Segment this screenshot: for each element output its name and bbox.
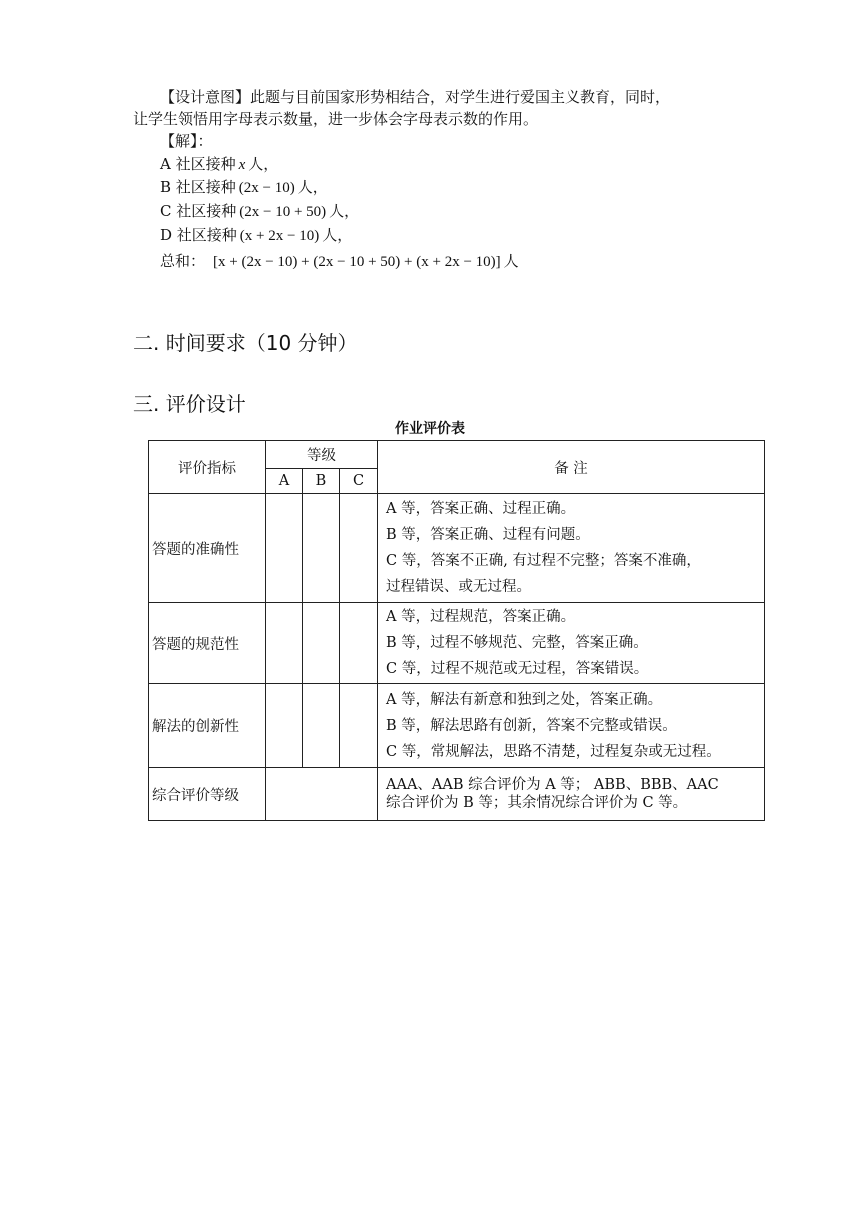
note-line: C 等，常规解法，思路不清楚，过程复杂或无过程。 [386, 743, 721, 760]
solution-a-suffix: 人， [248, 155, 279, 173]
overall-grade-cell [266, 768, 378, 821]
row-note [378, 768, 765, 821]
row-indicator: 综合评价等级 [149, 768, 266, 821]
solution-a-prefix: A 社区接种 [160, 155, 236, 173]
grade-cell-a [266, 603, 303, 684]
solution-d-expr: (x + 2x − 10) [239, 228, 320, 244]
row-indicator: 解法的创新性 [149, 684, 266, 768]
table-row [149, 684, 765, 768]
solution-total-prefix: 总和： [160, 252, 206, 270]
grade-cell-b [303, 494, 340, 603]
header-grade-a: A [266, 469, 303, 494]
solution-c-prefix: C 社区接种 [160, 202, 237, 220]
answer-label: 【解】： [160, 132, 213, 150]
note-line: A 等，过程规范，答案正确。 [386, 609, 576, 625]
note-line: C 等，答案不正确, 有过程不完整；答案不准确， [386, 553, 701, 569]
evaluation-table [148, 440, 765, 821]
grade-cell-c [340, 494, 378, 603]
grade-cell-b [303, 603, 340, 684]
note-line: 综合评价为 B 等；其余情况综合评价为 C 等。 [386, 795, 688, 811]
solution-b-prefix: B 社区接种 [160, 178, 236, 196]
solution-d-prefix: D 社区接种 [160, 226, 237, 244]
row-indicator: 答题的规范性 [149, 603, 266, 684]
solution-a [160, 154, 278, 175]
note-line: B 等，答案正确、过程有问题。 [386, 527, 590, 543]
solution-a-expr: x [238, 157, 246, 173]
solution-b [160, 177, 328, 198]
table-header-row [149, 441, 765, 469]
evaluation-table-title: 作业评价表 [395, 421, 465, 437]
grade-cell-c [340, 684, 378, 768]
solution-b-suffix: 人， [297, 178, 328, 196]
design-intent-line-1: 【设计意图】此题与目前国家形势相结合，对学生进行爱国主义教育，同时， [160, 88, 671, 106]
table-row [149, 603, 765, 684]
solution-d-suffix: 人， [322, 226, 353, 244]
grade-cell-c [340, 603, 378, 684]
header-grade-b: B [303, 469, 340, 494]
solution-c-suffix: 人， [329, 202, 360, 220]
solution-c [160, 201, 359, 222]
header-indicator: 评价指标 [149, 441, 266, 494]
row-note [378, 494, 765, 603]
row-note [378, 603, 765, 684]
note-line: C 等，过程不规范或无过程，答案错误。 [386, 661, 649, 677]
time-requirement-heading: 二. 时间要求（10 分钟） [133, 331, 358, 355]
note-line: B 等，解法思路有创新，答案不完整或错误。 [386, 717, 677, 734]
grade-cell-b [303, 684, 340, 768]
header-note: 备 注 [378, 441, 765, 494]
table-row [149, 768, 765, 821]
note-line: AAA、AAB 综合评价为 A 等； ABB、BBB、AAC [386, 777, 719, 793]
evaluation-design-heading: 三. 评价设计 [133, 392, 246, 416]
note-line: A 等，答案正确、过程正确。 [386, 501, 576, 517]
design-intent-line-2: 让学生领悟用字母表示数量，进一步体会字母表示数的作用。 [133, 110, 539, 128]
solution-c-expr: (2x − 10 + 50) [239, 204, 327, 220]
grade-cell-a [266, 684, 303, 768]
solution-total-expr: [x + (2x − 10) + (2x − 10 + 50) + (x + 2x − 10)] [213, 254, 501, 270]
table-row [149, 494, 765, 603]
note-line: B 等，过程不够规范、完整，答案正确。 [386, 635, 648, 651]
note-line: A 等，解法有新意和独到之处，答案正确。 [386, 691, 663, 708]
solution-total [160, 251, 519, 272]
row-indicator: 答题的准确性 [149, 494, 266, 603]
header-grade: 等级 [266, 441, 378, 469]
row-note [378, 684, 765, 768]
solution-b-expr: (2x − 10) [238, 180, 295, 196]
header-grade-c: C [340, 469, 378, 494]
note-line: 过程错误、或无过程。 [386, 579, 531, 595]
solution-d [160, 225, 352, 246]
grade-cell-a [266, 494, 303, 603]
solution-total-suffix: 人 [503, 252, 519, 270]
